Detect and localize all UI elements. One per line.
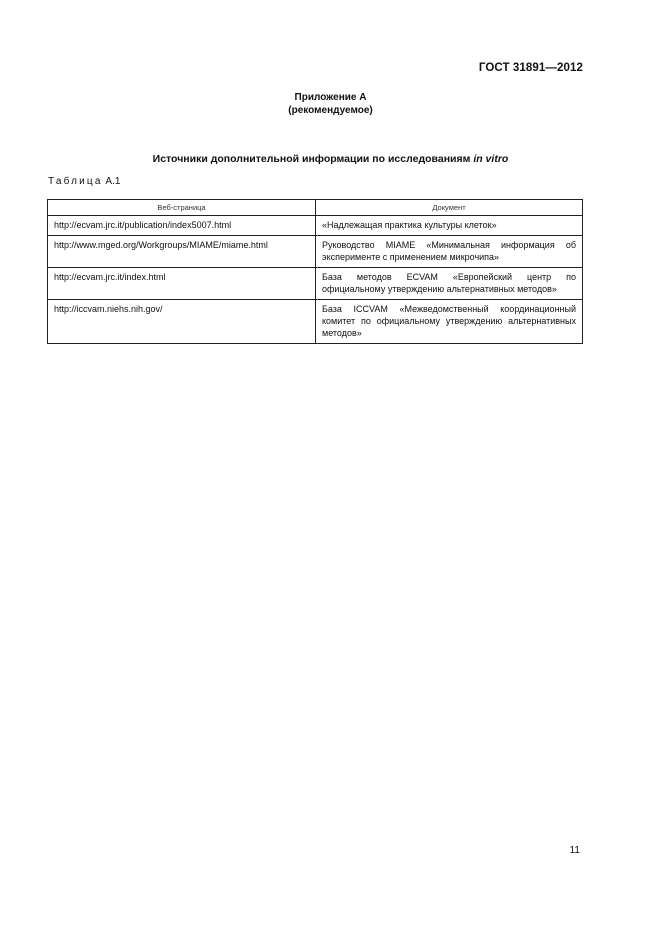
column-header-webpage: Веб-страница (48, 200, 316, 216)
document-cell: База ICCVAM «Межведомственный координационный комитет по официальному утверждению альтернативных методов» (316, 300, 583, 344)
section-title-main: Источники дополнительной информации по исследованиям (152, 153, 474, 165)
table-row (48, 236, 583, 268)
standard-number: ГОСТ 31891—2012 (478, 62, 583, 74)
table-caption-word: Таблица (48, 176, 103, 187)
annex-title: Приложение А (294, 92, 367, 103)
column-header-document: Документ (316, 200, 583, 216)
document-cell: База методов ECVAM «Европейский центр по официальному утверждению альтернативных методов» (316, 268, 583, 300)
url-cell: http://www.mged.org/Workgroups/MIAME/miame.html (48, 236, 316, 268)
section-title (0, 153, 661, 166)
sources-table (47, 199, 583, 344)
table-caption (48, 176, 120, 188)
url-cell: http://ecvam.jrc.it/publication/index5007.html (48, 216, 316, 236)
table-row (48, 300, 583, 344)
document-cell: Руководство MIAME «Минимальная информация об эксперименте с применением микрочипа» (316, 236, 583, 268)
url-cell: http://iccvam.niehs.nih.gov/ (48, 300, 316, 344)
table-header-row (48, 200, 583, 216)
document-cell: «Надлежащая практика культуры клеток» (316, 216, 583, 236)
url-cell: http://ecvam.jrc.it/index.html (48, 268, 316, 300)
section-title-italic: in vitro (473, 153, 509, 165)
table-caption-number: А.1 (102, 176, 121, 187)
table-row (48, 268, 583, 300)
annex-status: (рекомендуемое) (288, 105, 373, 116)
page-number: 11 (569, 845, 580, 856)
table-row (48, 216, 583, 236)
